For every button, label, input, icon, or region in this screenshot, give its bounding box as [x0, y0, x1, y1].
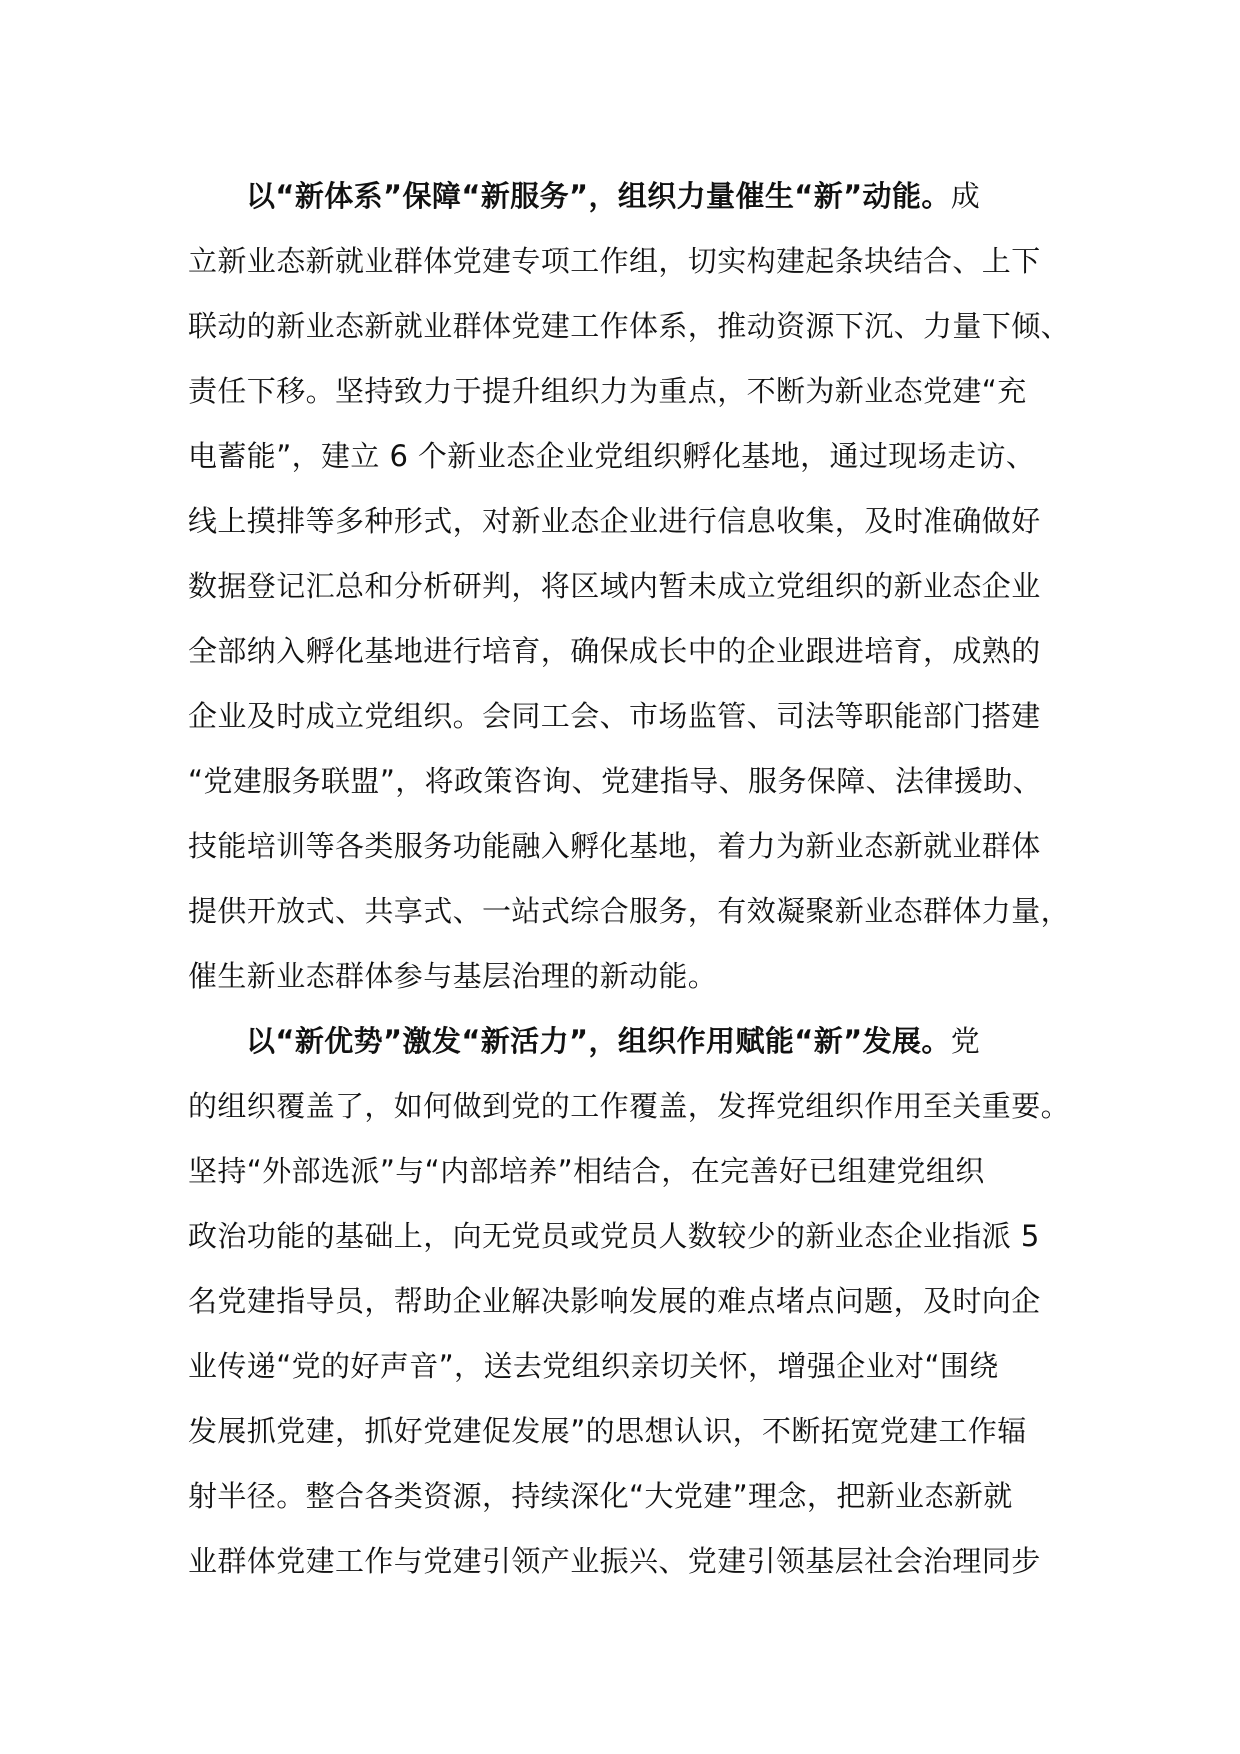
paragraph-1-lead-heading: 以“新体系”保障“新服务”，组织力量催生“新”动能。 — [246, 179, 951, 213]
paragraph-2-line-9: 业群体党建工作与党建引领产业振兴、党建引领基层社会治理同步 — [188, 1544, 1041, 1578]
paragraph-1-line-11: 技能培训等各类服务功能融入孵化基地，着力为新业态新就业群体 — [188, 829, 1041, 863]
paragraph-1-line-3: 联动的新业态新就业群体党建工作体系，推动资源下沉、力量下倾、 — [188, 309, 1071, 343]
paragraph-1-line-7: 数据登记汇总和分析研判，将区域内暂未成立党组织的新业态企业 — [188, 569, 1041, 603]
paragraph-1-line-13: 催生新业态群体参与基层治理的新动能。 — [188, 959, 718, 993]
paragraph-1-line-6: 线上摸排等多种形式，对新业态企业进行信息收集，及时准确做好 — [188, 504, 1041, 538]
paragraph-2-line-7: 发展抓党建，抓好党建促发展”的思想认识，不断拓宽党建工作辐 — [188, 1414, 1027, 1448]
paragraph-2-line-5: 名党建指导员，帮助企业解决影响发展的难点堵点问题，及时向企 — [188, 1284, 1041, 1318]
document-body — [188, 164, 1088, 1594]
paragraph-2-line-1 — [188, 1009, 1088, 1074]
paragraph-2-text: 党 — [950, 1024, 981, 1058]
paragraph-1-line-1 — [188, 164, 1088, 229]
paragraph-2-lead-heading: 以“新优势”激发“新活力”，组织作用赋能“新”发展。 — [246, 1024, 951, 1058]
paragraph-1-line-2: 立新业态新就业群体党建专项工作组，切实构建起条块结合、上下 — [188, 244, 1041, 278]
paragraph-2-line-6: 业传递“党的好声音”，送去党组织亲切关怀，增强企业对“围绕 — [188, 1349, 999, 1383]
paragraph-2-line-4: 政治功能的基础上，向无党员或党员人数较少的新业态企业指派 5 — [188, 1219, 1040, 1253]
paragraph-1-line-9: 企业及时成立党组织。会同工会、市场监管、司法等职能部门搭建 — [188, 699, 1041, 733]
paragraph-1-line-10: “党建服务联盟”，将政策咨询、党建指导、服务保障、法律援助、 — [188, 764, 1043, 798]
paragraph-1-line-5: 电蓄能”，建立 6 个新业态企业党组织孵化基地，通过现场走访、 — [188, 439, 1036, 473]
paragraph-2-line-8: 射半径。整合各类资源，持续深化“大党建”理念，把新业态新就 — [188, 1479, 1013, 1513]
paragraph-2-line-3: 坚持“外部选派”与“内部培养”相结合，在完善好已组建党组织 — [188, 1154, 985, 1188]
paragraph-1-text: 成 — [950, 179, 981, 213]
paragraph-1-line-12: 提供开放式、共享式、一站式综合服务，有效凝聚新业态群体力量， — [188, 894, 1071, 928]
paragraph-1-line-8: 全部纳入孵化基地进行培育，确保成长中的企业跟进培育，成熟的 — [188, 634, 1041, 668]
paragraph-2-line-2: 的组织覆盖了，如何做到党的工作覆盖，发挥党组织作用至关重要。 — [188, 1089, 1071, 1123]
paragraph-1-line-4: 责任下移。坚持致力于提升组织力为重点，不断为新业态党建“充 — [188, 374, 1027, 408]
